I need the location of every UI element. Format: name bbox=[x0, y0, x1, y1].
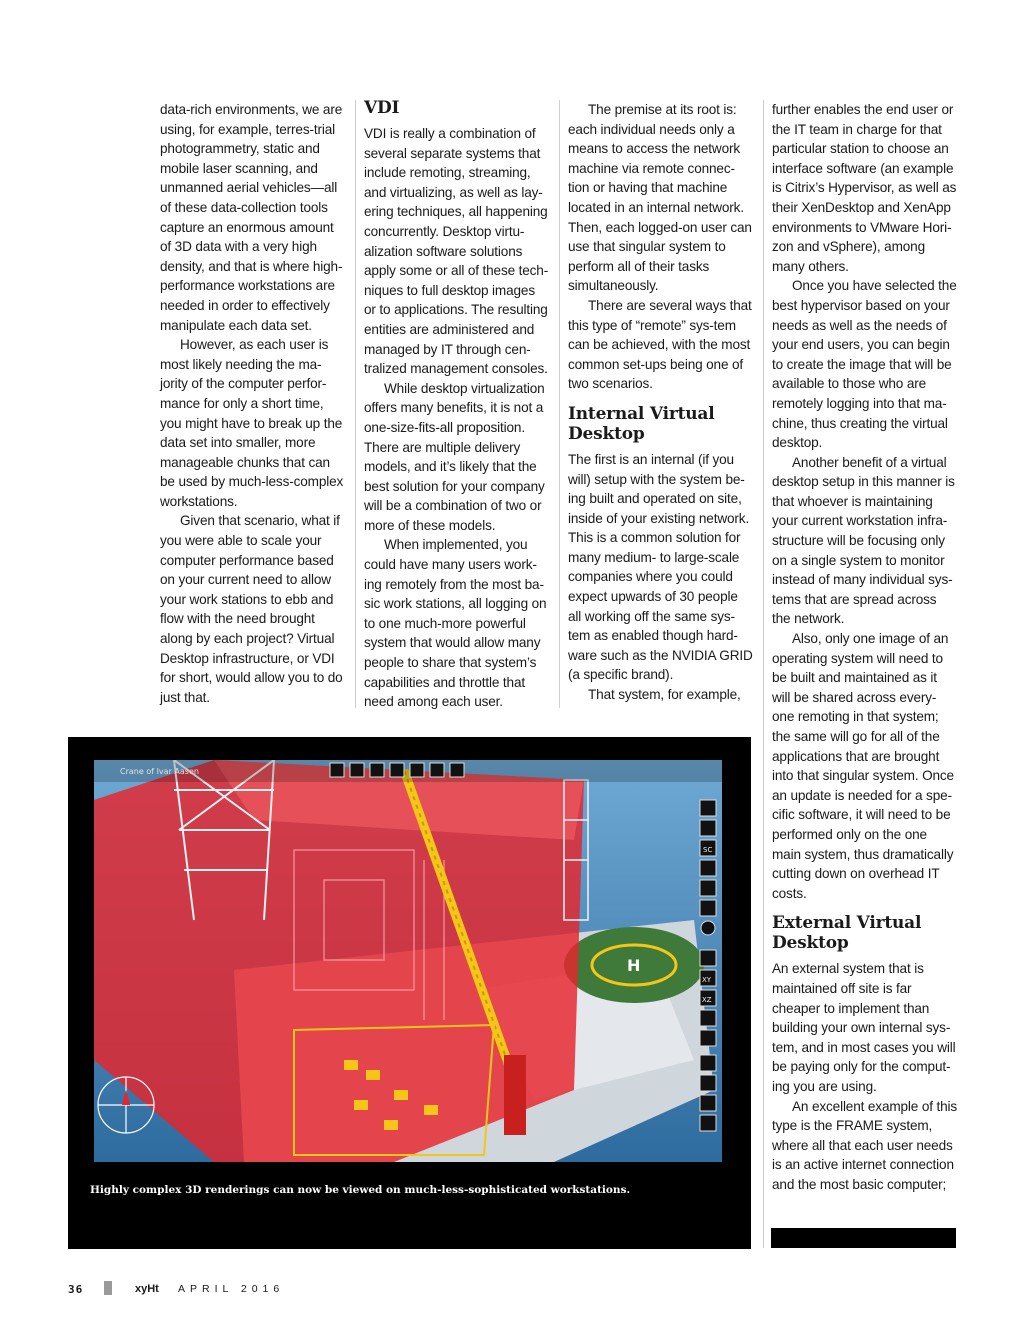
3d-viewer-screenshot bbox=[94, 760, 722, 1162]
paragraph: There are several ways that this type of “remote” sys-tem can be achieved, with the most common set-ups being one of two scenarios. bbox=[568, 297, 752, 392]
doc-icon[interactable] bbox=[410, 763, 424, 777]
viewer-title: Crane of Ivar Aasen bbox=[120, 767, 199, 776]
column-end-bar bbox=[771, 1228, 956, 1248]
figure-caption: Highly complex 3D renderings can now be viewed on much-less-sophisticated workstations. bbox=[90, 1184, 631, 1196]
top-toolbar bbox=[330, 763, 464, 777]
article-column-1 bbox=[160, 100, 346, 707]
paragraph: However, as each user is most likely needing the ma-jority of the computer perfor-mance for only a short time, you might have to break up the data set into smaller, more manageable chunks that can be used by much-less-complex workstations. bbox=[160, 337, 344, 509]
measure-icon[interactable] bbox=[700, 860, 716, 876]
paragraph: That system, for example, bbox=[588, 687, 741, 703]
paragraph: The first is an internal (if you will) setup with the system be-ing built and operated on site, inside of your existing network. This is a common solution for many medium- to large-scale companies where you could expect upwards of 30 people all working off the same sys-tem as enabled though hard-ware such as the NVIDIA GRID (a specific brand). bbox=[568, 451, 753, 683]
save-icon[interactable] bbox=[700, 1010, 716, 1026]
section-heading: External Virtual Desktop bbox=[772, 913, 922, 954]
column-divider bbox=[559, 100, 560, 708]
layers-icon[interactable] bbox=[330, 763, 344, 777]
offshore-platform-rendering bbox=[94, 760, 722, 1162]
sc-label: SC bbox=[703, 846, 713, 854]
redo-icon[interactable] bbox=[700, 1055, 716, 1071]
footer-mark bbox=[104, 1281, 112, 1295]
cursor-icon[interactable] bbox=[700, 950, 716, 966]
section-heading: Internal Virtual Desktop bbox=[568, 403, 715, 444]
paragraph: While desktop virtualization offers many benefits, it is not a one-size-fits-all proposition. There are multiple delivery models, and it’s likely that the best solution for your company will be a combination of two or more of these models. bbox=[364, 380, 545, 533]
page-number: 36 bbox=[68, 1283, 84, 1296]
paragraph: The premise at its root is: each individual needs only a means to access the network machine via remote connec-tion or having that machine located in an internal network. Then, each logged-on user can use that singular system to perform all of their tasks simultaneously. bbox=[568, 102, 752, 294]
helipad-mark: H bbox=[627, 956, 641, 975]
section-heading: VDI bbox=[364, 98, 400, 118]
music-icon[interactable] bbox=[700, 1095, 716, 1111]
print-icon[interactable] bbox=[350, 763, 364, 777]
globe-icon[interactable] bbox=[700, 820, 716, 836]
paragraph: An external system that is maintained off site is far cheaper to implement than building your own internal sys-tem, and in most cases you will be paying only for the comput-ing you are using. bbox=[772, 961, 956, 1094]
rotate-icon[interactable] bbox=[700, 1030, 716, 1046]
column-divider bbox=[355, 100, 356, 708]
figure bbox=[68, 737, 751, 1249]
tool-icon[interactable] bbox=[700, 800, 716, 816]
info-icon[interactable] bbox=[701, 921, 715, 935]
paragraph: Once you have selected the best hypervisor based on your needs as well as the needs of your end users, you can begin to create the image that will be available to those who are remotely logging into that ma-chine, thus creating the virtual desktop. bbox=[772, 278, 957, 451]
history-icon[interactable] bbox=[700, 880, 716, 896]
cloud-icon[interactable] bbox=[450, 763, 464, 777]
paragraph: data-rich environments, we are using, for example, terres-trial photogrammetry, static and mobile laser scanning, and unmanned aerial vehicles—all of these data-collection tools capture an enormous amount of 3D data with a very high density, and that is where high-performance workstations are needed in order to effectively manipulate each data set. bbox=[160, 102, 343, 333]
xz-label: XZ bbox=[702, 996, 712, 1004]
paragraph: When implemented, you could have many users work-ing remotely from the most ba-sic work stations, all logging on to one much-more powerful system that would allow many people to share that system’s capabilities and throttle that need among each user. bbox=[364, 537, 547, 710]
article-column-4 bbox=[772, 100, 958, 1194]
issue-date: APRIL 2016 bbox=[178, 1283, 285, 1295]
share-icon[interactable] bbox=[700, 1075, 716, 1091]
pencil-icon[interactable] bbox=[700, 900, 716, 916]
paragraph: VDI is really a combination of several separate systems that include remoting, streaming, and virtualizing, as well as lay-ering techniques, all happening concurrently. Desktop virtu-alization software solutions apply some or all of these tech-niques to full desktop images or to applications. The resulting entities are administered and managed by IT through cen-tralized management consoles. bbox=[364, 126, 549, 377]
column-divider bbox=[763, 100, 764, 1248]
camera-icon[interactable] bbox=[700, 1115, 716, 1131]
cloud-icon[interactable] bbox=[430, 763, 444, 777]
magazine-logo: xyHt bbox=[135, 1283, 159, 1295]
paragraph: Also, only one image of an operating system will need to be built and maintained as it will be shared across every-one remoting in that system; the same will go for all of the applications that are brought into that singular system. Once an update is needed for a spe-cific software, it will need to be performed only on the one main system, thus dramatically cutting down on overhead IT costs. bbox=[772, 631, 954, 901]
camera-icon[interactable] bbox=[390, 763, 404, 777]
paragraph: further enables the end user or the IT team in charge for that particular station to choose an interface software (an example is Citrix’s Hypervisor, as well as their XenDesktop and XenApp environments to VMware Hori-zon and vSphere), among many others. bbox=[772, 102, 957, 274]
xy-label: XY bbox=[702, 976, 712, 984]
paragraph: Given that scenario, what if you were able to scale your computer performance based on your current need to allow your work stations to ebb and flow with the need brought along by each project? Virtual Desktop infrastructure, or VDI for short, would allow you to do just that. bbox=[160, 513, 343, 705]
article-column-3 bbox=[568, 100, 754, 705]
article-column-2 bbox=[364, 98, 550, 712]
folder-icon[interactable] bbox=[370, 763, 384, 777]
right-toolbar bbox=[700, 800, 716, 1131]
paragraph: An excellent example of this type is the FRAME system, where all that each user needs is an active internet connection and the most basic computer; bbox=[772, 1098, 958, 1192]
paragraph: Another benefit of a virtual desktop setup in this manner is that whoever is maintaining your current workstation infra-structure will be focusing only on a single system to monitor instead of many individual sys-tems that are spread across the network. bbox=[772, 454, 955, 627]
